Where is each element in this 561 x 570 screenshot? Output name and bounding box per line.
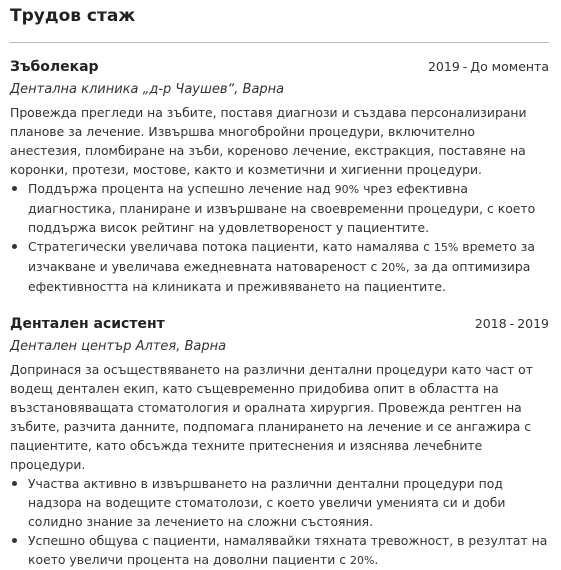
section-divider (10, 42, 549, 43)
job-title: Дентален асистент (10, 316, 165, 332)
job-dates: 2018 - 2019 (474, 316, 549, 331)
achievement-item: Участва активно в извършването на различни дентални процедури под надзора на водещите стоматолози, с което увеличи уменията си и доби солидно знание за лечението на сложни състояния. (10, 474, 549, 531)
job-header (10, 59, 549, 79)
bullet-icon (12, 186, 17, 191)
section-title: Трудов стаж (10, 6, 136, 26)
achievement-item: Поддържа процента на успешно лечение над 90% чрез ефективна диагностика, планиране и извършване на своевременни процедури, с което поддържа висок рейтинг на удовлетвореност у пациентите. (10, 179, 549, 237)
job-description: Провежда прегледи на зъбите, поставя диагнози и създава персонализирани планове за лечение. Извършва многобройни процедури, включително анестезия, пломбиране на зъби, кореново лечение, екстракция, поставяне на коронки, протези, мостове, както и козметични и хигиенни процедури. (10, 105, 527, 177)
achievement-list (10, 179, 549, 296)
job-organization: Дентален център Алтея, Варна (10, 339, 227, 354)
job-end-date: До момента (470, 59, 549, 74)
achievement-item: Успешно общува с пациенти, намалявайки тяхната тревожност, в резултат на което увеличи процента на доволни пациенти с 20%. (10, 531, 549, 570)
bullet-icon (12, 481, 17, 486)
job-organization: Дентална клиника „д-р Чаушев“, Варна (10, 82, 285, 97)
job-dates: 2019 - До момента (427, 59, 549, 74)
bullet-icon (12, 538, 17, 543)
job-entry-dentist (10, 59, 549, 296)
job-start-date: 2018 (474, 316, 507, 331)
job-start-date: 2019 (427, 59, 460, 74)
bullet-icon (12, 244, 17, 249)
job-end-date: 2019 (517, 316, 549, 331)
job-header (10, 316, 549, 336)
job-description: Допринася за осъществяването на различни дентални процедури като част от водещ дентален екип, като същевременно придобива опит в областта на възстановяващата стоматология и оралната хирургия. Провежда рентген на зъбите, разчита данните, подпомага планирането на лечение и се ангажира с пациентите, като обсъжда техните притеснения и изяснява лечебните процедури. (10, 362, 533, 472)
job-title: Зъболекар (10, 59, 99, 75)
job-entry-dental-assistant (10, 316, 549, 570)
achievement-item: Стратегически увеличава потока пациенти, като намалява с 15% времето за изчакване и увеличава ежедневната натовареност с 20%, за да оптимизира ефективността на клиниката и преживяването на пациентите. (10, 237, 549, 296)
achievement-list (10, 474, 549, 570)
